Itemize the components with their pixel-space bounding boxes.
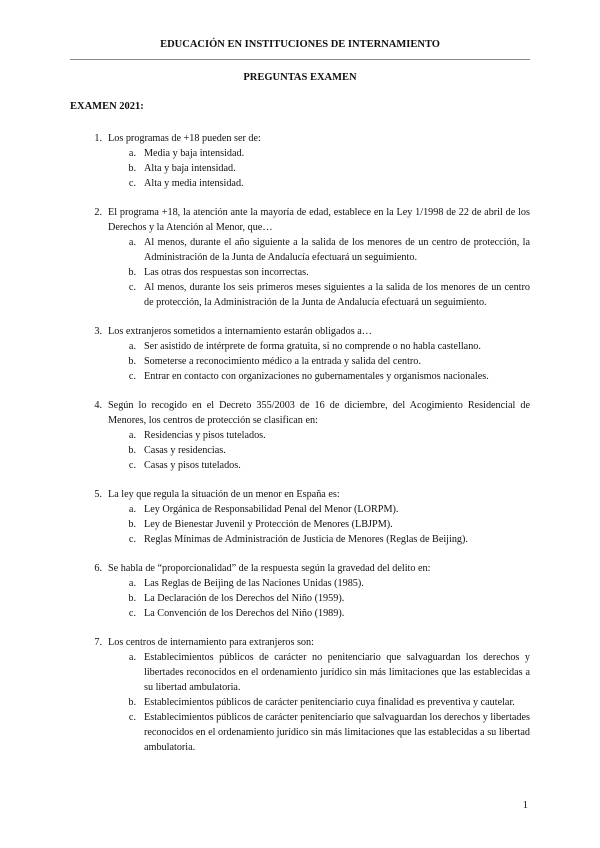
option-text: Las Reglas de Beijing de las Naciones Unidas (1985). [144,578,364,589]
answer-option [70,443,530,458]
header-divider [70,59,530,60]
option-letter: c. [128,608,136,619]
option-text: Entrar en contacto con organizaciones no gubernamentales y organismos nacionales. [144,371,489,382]
option-letter: b. [128,267,136,278]
question-number: 2. [94,207,102,218]
option-letter: b. [128,163,136,174]
question-row [70,205,530,235]
question-number: 3. [94,326,102,337]
answer-option [70,146,530,161]
option-letter: a. [128,430,136,441]
option-letter: a. [128,504,136,515]
option-text: Establecimientos públicos de carácter no penitenciario que salvaguardan los derechos y libertades reconocidos en el ordenamiento jurídico sin más limitaciones que las establecidas a su libertad ambulatoria. [144,652,530,693]
option-letter: a. [128,341,136,352]
question-text: Los centros de internamiento para extranjeros son: [108,637,314,648]
option-text: Alta y baja intensidad. [144,163,236,174]
answer-option [70,606,530,621]
option-text: Al menos, durante los seis primeros meses siguientes a la salida de los menores de un centro de protección, la Administración de la Junta de Andalucía efectuará un seguimiento. [144,282,530,308]
question-number: 4. [94,400,102,411]
answer-option [70,339,530,354]
running-header: EDUCACIÓN EN INSTITUCIONES DE INTERNAMIENTO [160,39,440,50]
option-text: Establecimientos públicos de carácter penitenciario cuya finalidad es preventiva y cautelar. [144,697,515,708]
option-text: La Convención de los Derechos del Niño (1989). [144,608,345,619]
answer-option [70,161,530,176]
option-text: Residencias y pisos tutelados. [144,430,266,441]
option-letter: b. [128,697,136,708]
answer-option [70,695,530,710]
question-item [70,635,530,755]
question-number: 1. [94,133,102,144]
option-letter: b. [128,356,136,367]
answer-option [70,235,530,265]
option-letter: c. [128,371,136,382]
option-text: La Declaración de los Derechos del Niño (1959). [144,593,345,604]
answer-option [70,710,530,755]
question-item [70,487,530,547]
option-letter: a. [128,578,136,589]
option-letter: b. [128,519,136,530]
question-item [70,561,530,621]
page-number: 1 [522,800,528,811]
option-text: Casas y pisos tutelados. [144,460,241,471]
question-row [70,131,530,146]
answer-option [70,369,530,384]
exam-heading: EXAMEN 2021: [70,101,144,112]
option-letter: c. [128,534,136,545]
option-text: Someterse a reconocimiento médico a la entrada y salida del centro. [144,356,421,367]
question-text: Los extranjeros sometidos a internamiento estarán obligados a… [108,326,372,337]
answer-option [70,458,530,473]
question-text: Se habla de “proporcionalidad” de la respuesta según la gravedad del delito en: [108,563,431,574]
option-text: Ley Orgánica de Responsabilidad Penal del Menor (LORPM). [144,504,399,515]
question-text: Según lo recogido en el Decreto 355/2003 de 16 de diciembre, del Acogimiento Residencial de Menores, los centros de protección se clasifican en: [108,400,530,426]
question-row [70,561,530,576]
document-title: PREGUNTAS EXAMEN [243,72,357,83]
question-row [70,635,530,650]
answer-option [70,265,530,280]
question-list [70,131,530,769]
answer-option [70,176,530,191]
option-text: Las otras dos respuestas son incorrectas. [144,267,309,278]
option-letter: a. [128,148,136,159]
question-text: El programa +18, la atención ante la mayoría de edad, establece en la Ley 1/1998 de 22 de abril de los Derechos y la Atención al Menor, que… [108,207,530,233]
question-item [70,205,530,310]
option-text: Establecimientos públicos de carácter penitenciario que salvaguardan los derechos y libertades reconocidos en el ordenamiento jurídico sin más limitaciones que las establecidas a su libertad ambulatoria. [144,712,530,753]
answer-option [70,650,530,695]
answer-option [70,354,530,369]
question-text: La ley que regula la situación de un menor en España es: [108,489,340,500]
answer-option [70,591,530,606]
option-letter: b. [128,593,136,604]
answer-option [70,517,530,532]
question-item [70,131,530,191]
option-text: Casas y residencias. [144,445,226,456]
option-letter: b. [128,445,136,456]
question-number: 6. [94,563,102,574]
question-text: Los programas de +18 pueden ser de: [108,133,261,144]
question-item [70,398,530,473]
option-text: Al menos, durante el año siguiente a la salida de los menores de un centro de protección, la Administración de la Junta de Andalucía efectuará un seguimiento. [144,237,530,263]
question-row [70,487,530,502]
answer-option [70,280,530,310]
option-text: Ley de Bienestar Juvenil y Protección de Menores (LBJPM). [144,519,393,530]
option-letter: c. [128,178,136,189]
option-letter: a. [128,652,136,663]
option-text: Ser asistido de intérprete de forma gratuita, si no comprende o no habla castellano. [144,341,481,352]
option-text: Reglas Mínimas de Administración de Justicia de Menores (Reglas de Beijing). [144,534,468,545]
answer-option [70,502,530,517]
question-number: 5. [94,489,102,500]
question-number: 7. [94,637,102,648]
question-row [70,324,530,339]
option-letter: a. [128,237,136,248]
answer-option [70,576,530,591]
option-letter: c. [128,282,136,293]
question-row [70,398,530,428]
option-letter: c. [128,712,136,723]
option-letter: c. [128,460,136,471]
question-item [70,324,530,384]
option-text: Alta y media intensidad. [144,178,244,189]
answer-option [70,428,530,443]
option-text: Media y baja intensidad. [144,148,245,159]
answer-option [70,532,530,547]
